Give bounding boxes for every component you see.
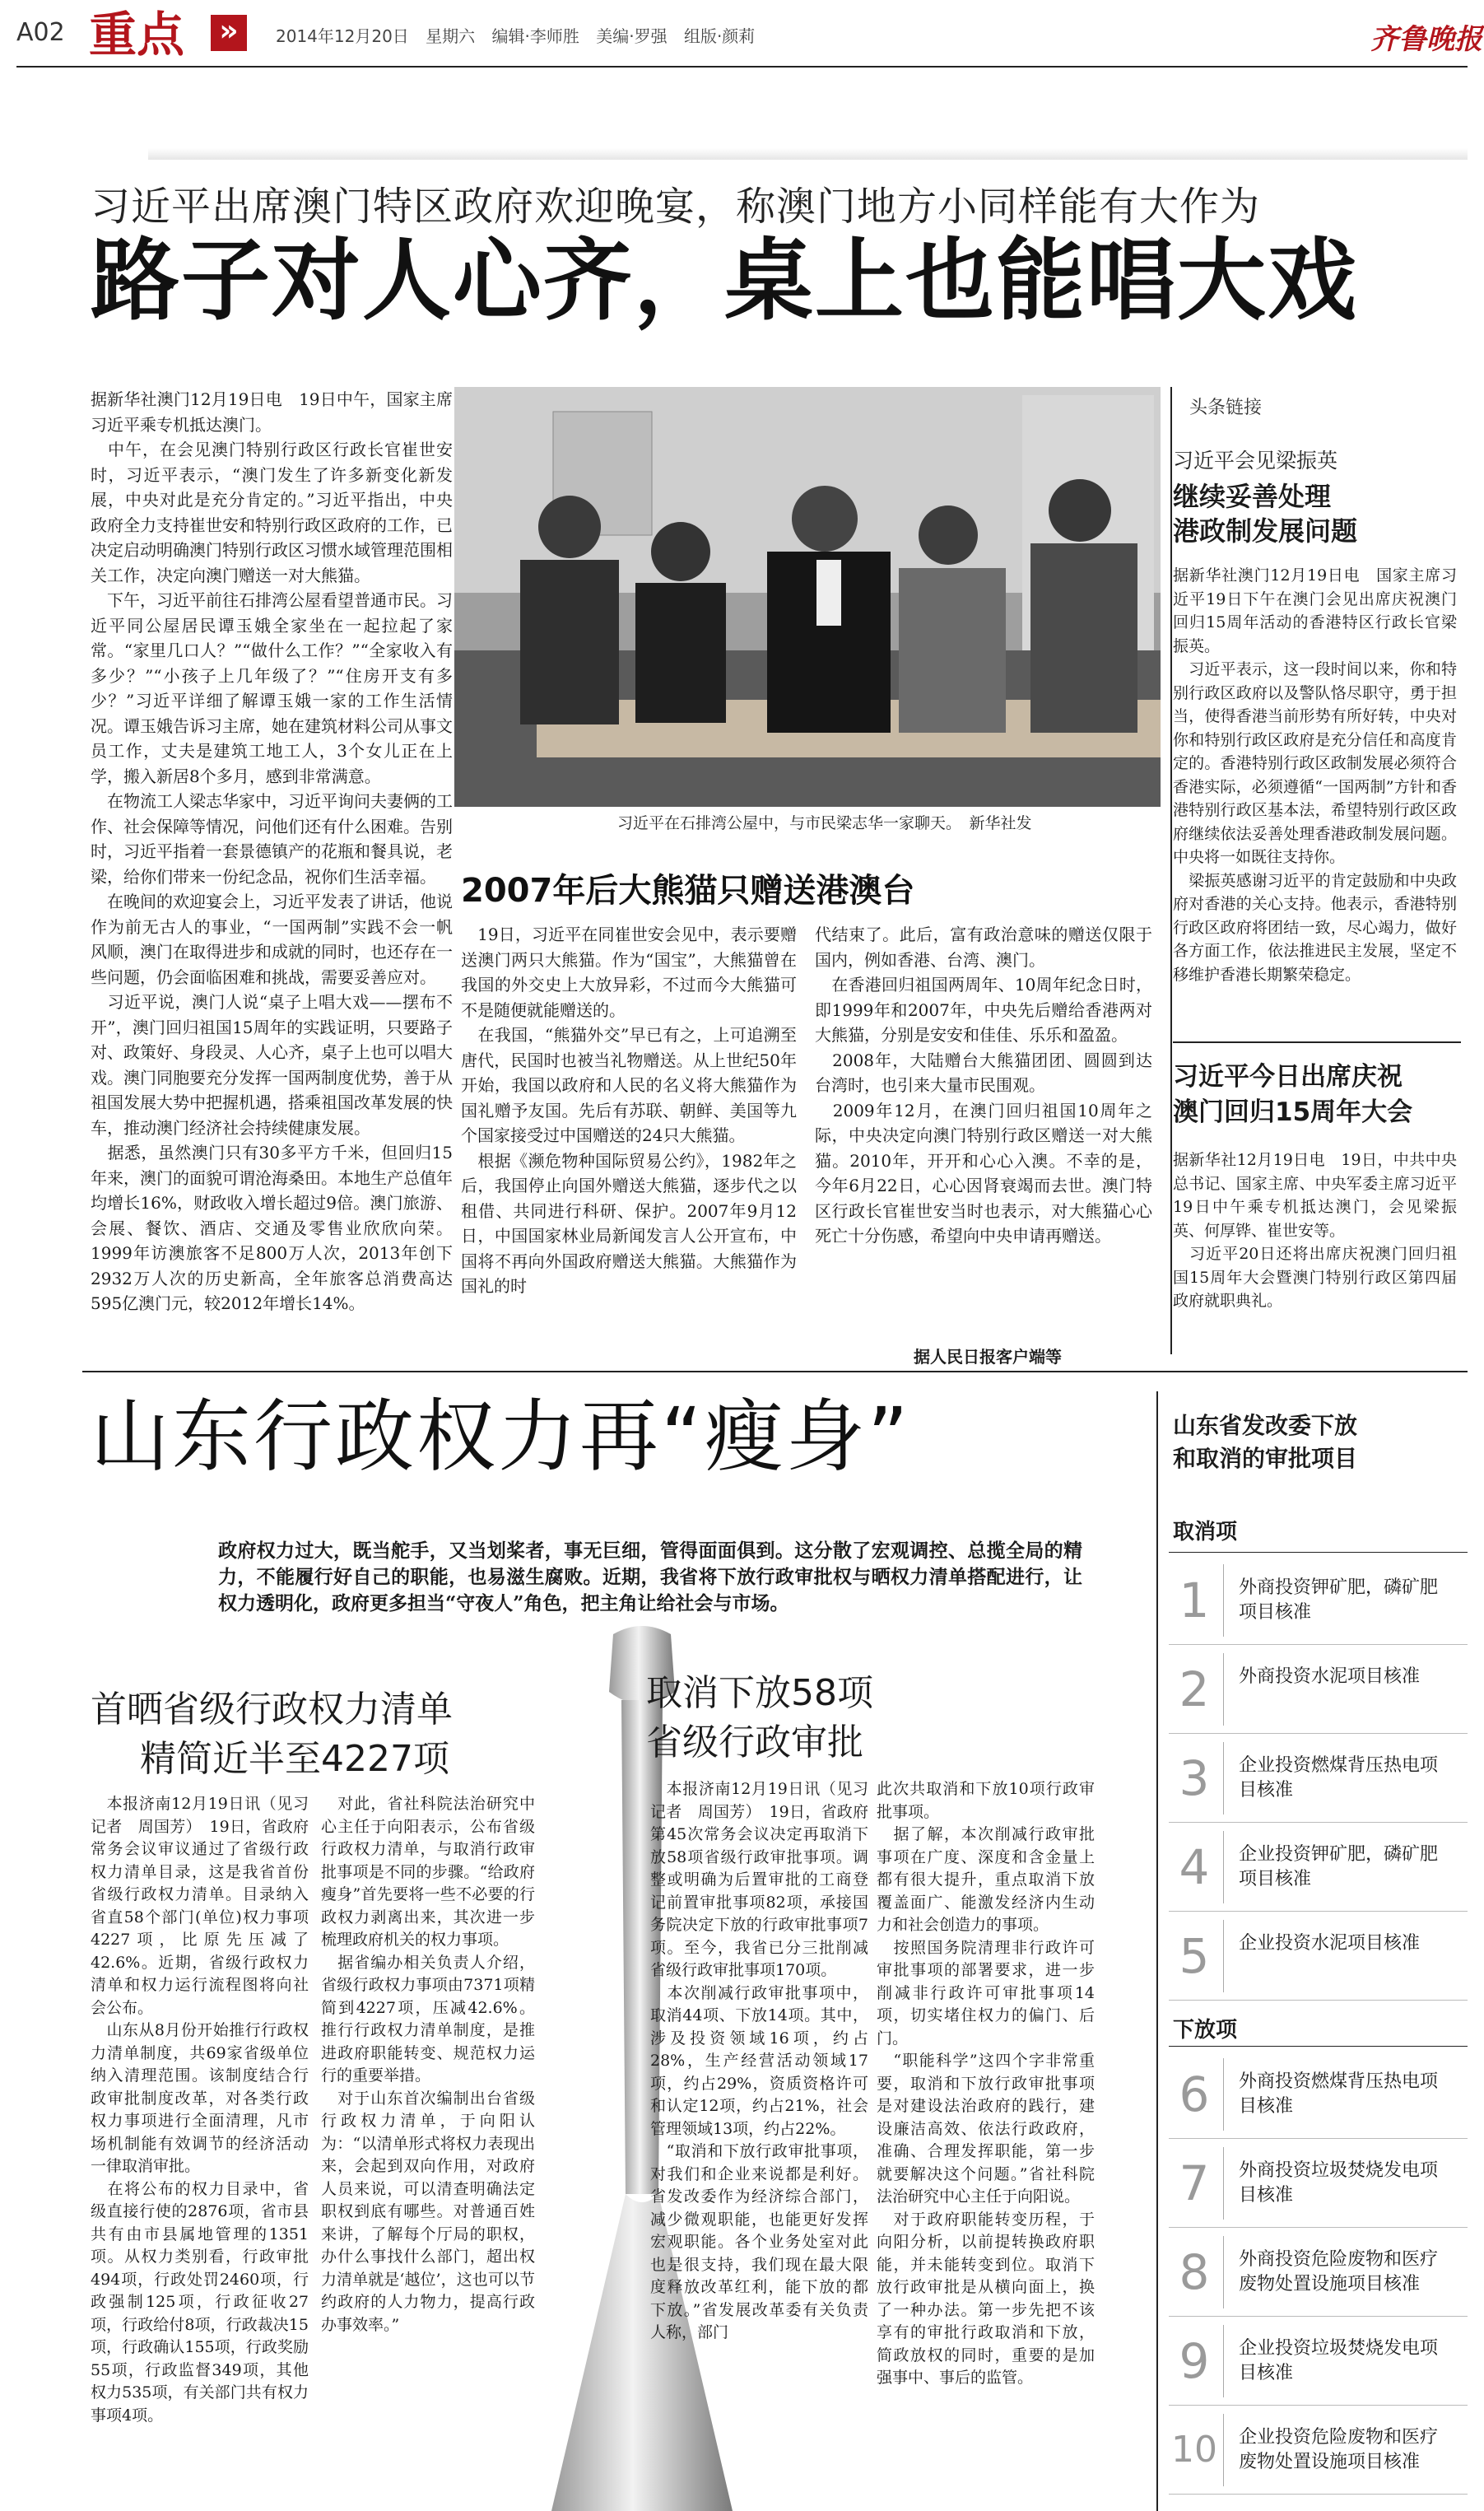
story2-headline: 山东行政权力再“瘦身” (91, 1391, 911, 1483)
header-editor: 编辑·李师胜 (491, 26, 579, 46)
list-item-divider (1223, 1564, 1224, 1637)
list-item (1169, 1734, 1468, 1823)
story1-photo-caption: 习近平在石排湾公屋中，与市民梁志华一家聊天。 新华社发 (617, 814, 1032, 832)
header-rule (16, 66, 1468, 68)
sidebar1-kicker: 习近平会见梁振英 (1173, 449, 1338, 473)
list-item-number: 1 (1179, 1572, 1210, 1628)
sidebar1-body: 据新华社澳门12月19日电 国家主席习近平19日下午在澳门会见出席庆祝澳门回归15周年活动的香港特区行政长官梁振英。 习近平表示，这一段时间以来，你和特别行政区政府以及警队恪尽职守，勇于担当，使得香港当前形势有所好转，中央对你和特别行政区政府是充分信任和高度肯定的。香港特别行政区政制发展必须符合香港实际，必须遵循“一国两制”方针和香港特别行政区基本法，希望特别行政区政府继续依法妥善处理香港政制发展问题。中央将一如既往支持你。 梁振英感谢习近平的肯定鼓励和中央政府对香港的关心支持。他表示，香港特别行政区政府将团结一致，尽心竭力，做好各方面工作，依法推进民主发展，坚定不移维护香港长期繁荣稳定。 (1173, 566, 1457, 984)
list-item-divider (1223, 1742, 1224, 1815)
list-item-number: 9 (1179, 2333, 1210, 2389)
header-meta (276, 23, 755, 47)
sidebar-divider (1173, 1041, 1461, 1043)
list-item-number: 2 (1179, 1661, 1210, 1717)
header-band (148, 148, 1468, 160)
list-item (1169, 2050, 1468, 2139)
list-item-divider (1223, 2236, 1224, 2308)
story2-lede: 政府权力过大，既当舵手，又当划桨者，事无巨细，管得面面俱到。这分散了宏观调控、总揽全局的精力，不能履行好自己的职能，也易滋生腐败。近期，我省将下放行政审批权与晒权力清单搭配进行，让权力透明化，政府更多担当“守夜人”角色，把主角让给社会与市场。 (218, 1540, 1082, 1614)
delegate-rule (1169, 2046, 1468, 2047)
left-col2: 对此，省社科院法治研究中心主任于向阳表示，公布省级行政权力清单，与取消行政审批事项是不同的步骤。“给政府瘦身”首先要将一些不必要的行政权力剥离出来，其次进一步梳理政府机关的权力事项。 据省编办相关负责人介绍，省级行政权力事项由7371项精简到4227项，压减42.6%。推行行政权力清单制度，是推进政府职能转变、规范权力运行的重要举措。 对于山东首次编制出台省级行政权力清单，于向阳认为：“以清单形式将权力表现出来，会起到双向作用，对政府人员来说，可以清查明确法定职权到底有哪些。对普通百姓来讲，了解每个厅局的职权，办什么事找什么部门，超出权力清单就是‘越位’，这也可以节约政府的人力物力，提高行政办事效率。” (321, 1795, 535, 2334)
header-proof: 组版·颜莉 (683, 26, 756, 46)
right-headline-line1: 取消下放58项 (646, 1672, 873, 1714)
list-item-text: 企业投资钾矿肥，磷矿肥项目核准 (1239, 1844, 1439, 1889)
cancel-label: 取消项 (1173, 1520, 1238, 1544)
list-item-text: 外商投资燃煤背压热电项目核准 (1239, 2071, 1439, 2117)
left-headline-line1: 首晒省级行政权力清单 (91, 1689, 453, 1731)
list-item (1169, 2406, 1468, 2495)
list-item (1169, 1912, 1468, 2001)
panda-col2: 代结束了。此后，富有政治意味的赠送仅限于国内，例如香港、台湾、澳门。 在香港回归祖国两周年、10周年纪念日时，即1999年和2007年，中央先后赠给香港两对大熊猫，分别是安安和佳佳、乐乐和盈盈。 2008年，大陆赠台大熊猫团团、圆圆到达台湾时，也引来大量市民围观。 2009年12月，在澳门回归祖国10周年之际，中央决定向澳门特别行政区赠送一对大熊猫。2010年，开开和心心入澳。不幸的是，今年6月22日，心心因肾衰竭而去世。澳门特区行政长官崔世安当时也表示，对大熊猫心心死亡十分伤感，希望向中央申请再赠送。 (815, 925, 1152, 1246)
header-date: 2014年12月20日 (276, 26, 409, 46)
right-col2: 此次共取消和下放10项行政审批事项。 据了解，本次削减行政审批事项在广度、深度和含金量上都有很大提升，重点取消下放覆盖面广、能激发经济内生动力和社会创造力的事项。 按照国务院清理非行政许可审批事项的部署要求，进一步削减非行政许可审批事项14项，切实堵住权力的偏门、后门。 “职能科学”这四个字非常重要，取消和下放行政审批事项是对建设法治政府的践行，建设廉洁高效、依法行政政府，准确、合理发挥职能，第一步就要解决这个问题。”省社科院法治研究中心主任于向阳说。 对于政府职能转变历程，于向阳分析，以前提转换政府职能，并未能转变到位。取消下放行政审批是从横向面上，换了一种办法。第一步先把不该享有的审批行政取消和下放，简政放权的同时，重要的是加强事中、事后的监管。 (877, 1780, 1095, 2387)
sidebar2-body: 据新华社12月19日电 19日，中共中央总书记、国家主席、中央军委主席习近平19日中午乘专机抵达澳门，会见梁振英、何厚铧、崔世安等。 习近平20日还将出席庆祝澳门回归祖国15周年大会暨澳门特别行政区第四届政府就职典礼。 (1173, 1151, 1457, 1310)
list-item (1169, 1823, 1468, 1912)
panda-headline: 2007年后大熊猫只赠送港澳台 (461, 872, 915, 910)
sidebar2-headline-line2: 澳门回归15周年大会 (1173, 1097, 1413, 1127)
list-item-divider (1223, 1920, 1224, 1992)
story1-photo (454, 387, 1161, 807)
list-item-text: 外商投资钾矿肥，磷矿肥项目核准 (1239, 1577, 1439, 1623)
list-item-text: 外商投资水泥项目核准 (1239, 1666, 1421, 1687)
photo-illustration (454, 387, 1161, 807)
page-number: A02 (16, 18, 65, 47)
newspaper-logo: 齐鲁晚报 (1370, 23, 1482, 56)
list-item (1169, 1556, 1468, 1645)
section-rule (82, 1371, 1468, 1372)
list-item-divider (1223, 2325, 1224, 2397)
list-item-text: 外商投资危险废物和医疗废物处置设施项目核准 (1239, 2249, 1439, 2294)
panda-source: 据人民日报客户端等 (914, 1347, 1062, 1367)
list-item (1169, 2317, 1468, 2406)
delegate-label: 下放项 (1173, 2018, 1238, 2043)
sidebar1-headline-line1: 继续妥善处理 (1173, 481, 1332, 512)
list-item-number: 7 (1179, 2155, 1210, 2211)
list-item-divider (1223, 2147, 1224, 2220)
list-item (1169, 1645, 1468, 1734)
list-item-text: 外商投资垃圾焚烧发电项目核准 (1239, 2160, 1439, 2206)
list-item-text: 企业投资燃煤背压热电项目核准 (1239, 1755, 1439, 1801)
header-weekday: 星期六 (426, 26, 476, 46)
list-item-number: 4 (1179, 1839, 1210, 1895)
list-item-text: 企业投资垃圾焚烧发电项目核准 (1239, 2338, 1439, 2383)
list-item-number: 5 (1179, 1928, 1210, 1984)
list-item-number: 6 (1179, 2066, 1210, 2122)
approvals-title-line1: 山东省发改委下放 (1173, 1412, 1358, 1439)
list-item-divider (1223, 1831, 1224, 1903)
approvals-frame (1156, 1391, 1158, 2511)
story1-kicker: 习近平出席澳门特区政府欢迎晚宴，称澳门地方小同样能有大作为 (91, 184, 1261, 230)
story1-headline: 路子对人心齐，桌上也能唱大戏 (91, 230, 1359, 333)
section-arrow-icon: » (211, 15, 247, 51)
list-item-number: 10 (1171, 2429, 1217, 2471)
sidebar1-headline-line2: 港政制发展问题 (1173, 515, 1358, 547)
cancel-rule (1169, 1552, 1468, 1553)
right-col1: 本报济南12月19日讯（见习记者 周国芳） 19日，省政府第45次常务会议决定再取消下放58项省级行政审批事项。调整或明确为后置审批的工商登记前置审批事项82项，承接国务院决定下放的行政审批事项7项。至今，我省已分三批削减省级行政审批事项170项。 本次削减行政审批事项中，取消44项、下放14项。其中，涉及投资领域16项，约占28%，生产经营活动领域17项，约占29%，资质资格许可和认定12项，约占21%，社会管理领域13项，约占22%。 “取消和下放行政审批事项，对我们和企业来说都是利好。省发改委作为经济综合部门，减少微观职能，也能更好发挥宏观职能。各个业务处室对此也是很支持，我们现在最大限度释放改革红利，能下放的都下放。”省发展改革委有关负责人称，部门 (650, 1780, 868, 2341)
sidebar2-headline-line1: 习近平今日出席庆祝 (1173, 1062, 1403, 1092)
list-item-divider (1223, 2058, 1224, 2131)
story1-body: 据新华社澳门12月19日电 19日中午，国家主席习近平乘专机抵达澳门。 中午，在会见澳门特别行政区行政长官崔世安时，习近平表示，“澳门发生了许多新变化新发展，中央对此是充分肯定的。”习近平指出，中央政府全力支持崔世安和特别行政区政府的工作，已决定启动明确澳门特别行政区习惯水域管理范围相关工作，决定向澳门赠送一对大熊猫。 下午，习近平前往石排湾公屋看望普通市民。习近平同公屋居民谭玉娥全家坐在一起拉起了家常。“家里几口人？”“做什么工作？”“全家收入有多少？”“小孩子上几年级了？”“住房开支有多少？”习近平详细了解谭玉娥一家的工作生活情况。谭玉娥告诉习主席，她在建筑材料公司从事文员工作，丈夫是建筑工地工人，3个女儿正在上学，搬入新居8个多月，感到非常满意。 在物流工人梁志华家中，习近平询问夫妻俩的工作、社会保障等情况，问他们还有什么困难。告别时，习近平指着一套景德镇产的花瓶和餐具说，老梁，给你们带来一份纪念品，祝你们生活幸福。 在晚间的欢迎宴会上，习近平发表了讲话，他说作为前无古人的事业，“一国两制”实践不会一帆风顺，澳门在取得进步和成就的同时，也还存在一些问题，仍会面临困难和挑战，需要妥善应对。 习近平说，澳门人说“桌子上唱大戏——摆布不开”，澳门回归祖国15周年的实践证明，只要路子对、政策好、身段灵、人心齐，桌子上也可以唱大戏。澳门同胞要充分发挥一国两制度优势，善于从祖国发展大势中把握机遇，搭乘祖国改革发展的快车，推动澳门经济社会持续健康发展。 据悉，虽然澳门只有30多平方千米，但回归15年来，澳门的面貌可谓沧海桑田。本地生产总值年均增长16%，财政收入增长超过9倍。澳门旅游、会展、餐饮、酒店、交通及零售业欣欣向荣。1999年访澳旅客不足800万人次，2013年创下2932万人次的历史新高，全年旅客总消费高达595亿澳门元，较2012年增长14%。 (91, 389, 453, 1313)
left-headline-line2: 精简近半至4227项 (140, 1738, 449, 1780)
list-item-text: 企业投资水泥项目核准 (1239, 1933, 1421, 1954)
list-item-divider (1223, 1653, 1224, 1726)
sidebar1-tag: 头条链接 (1189, 398, 1263, 418)
right-headline-line2: 省级行政审批 (646, 1721, 863, 1763)
list-item-divider (1223, 2414, 1224, 2486)
approvals-title-line2: 和取消的审批项目 (1173, 1445, 1358, 1472)
list-item-text: 企业投资危险废物和医疗废物处置设施项目核准 (1239, 2427, 1439, 2472)
left-col1: 本报济南12月19日讯（见习记者 周国芳） 19日，省政府常务会议审议通过了省级行政权力清单目录，这是我省首份省级行政权力清单。目录纳入省直58个部门(单位)权力事项4227项，比原先压减了42.6%。近期，省级行政权力清单和权力运行流程图将向社会公布。 山东从8月份开始推行行政权力清单制度，共69家省级单位纳入清理范围。该制度结合行政审批制度改革，对各类行政权力事项进行全面清理，凡市场机制能有效调节的经济活动一律取消审批。 在将公布的权力目录中，省级直接行使的2876项，省市县共有由市县属地管理的1351项。从权力类别看，行政审批494项，行政处罚2460项，行政强制125项，行政征收27项，行政给付8项，行政裁决15项，行政确认155项，行政奖励55项，行政监督349项，其他权力535项，有关部门共有权力事项4项。 (91, 1795, 309, 2425)
header-art: 美编·罗强 (596, 26, 668, 46)
list-item (1169, 2228, 1468, 2317)
panda-col1: 19日，习近平在同崔世安会见中，表示要赠送澳门两只大熊猫。作为“国宝”，大熊猫曾在我国的外交史上大放异彩，不过而今大熊猫可不是随便就能赠送的。 在我国，“熊猫外交”早已有之，上可追溯至唐代，民国时也被当礼物赠送。从上世纪50年开始，我国以政府和人民的名义将大熊猫作为国礼赠予友国。先后有苏联、朝鲜、美国等九个国家接受过中国赠送的24只大熊猫。 根据《濒危物种国际贸易公约》，1982年之后，我国停止向国外赠送大熊猫，逐步代之以租借、共同进行科研、保护。2007年9月12日，中国国家林业局新闻发言人公开宣布，中国将不再向外国政府赠送大熊猫。大熊猫作为国礼的时 (461, 925, 797, 1296)
list-item-number: 3 (1179, 1750, 1210, 1806)
list-item-number: 8 (1179, 2244, 1210, 2300)
section-title: 重点 (89, 7, 185, 63)
list-item (1169, 2139, 1468, 2228)
